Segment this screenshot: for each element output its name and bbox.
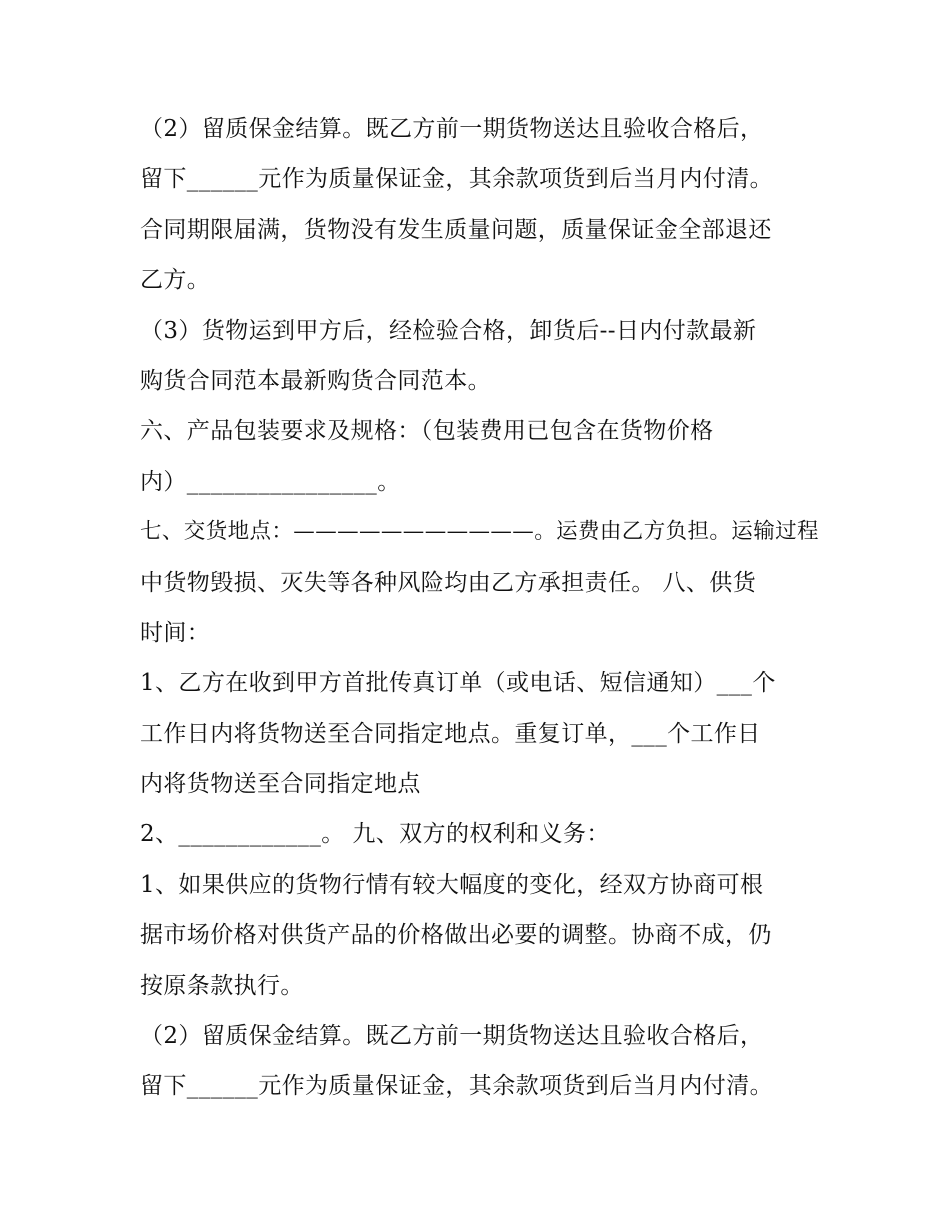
- text-line: 购货合同范本最新购货合同范本。: [140, 367, 491, 394]
- text-line: 中货物毁损、灭失等各种风险均由乙方承担责任。 八、供货: [140, 569, 757, 596]
- text-line: （2）留质保金结算。既乙方前一期货物送达且验收合格后，: [140, 1023, 764, 1050]
- text-line: 内将货物送至合同指定地点: [140, 771, 421, 798]
- text-line: 留下______元作为质量保证金，其余款项货到后当月内付清。: [140, 1073, 773, 1100]
- text-line: 时间：: [140, 619, 211, 646]
- text-line: 留下______元作为质量保证金，其余款项货到后当月内付清。: [140, 166, 773, 193]
- text-line: 1、乙方在收到甲方首批传真订单（或电话、短信通知）___个: [140, 670, 776, 697]
- document-body: [140, 104, 820, 1112]
- text-line: 1、如果供应的货物行情有较大幅度的变化，经双方协商可根: [140, 871, 764, 898]
- text-line: 乙方。: [140, 267, 211, 294]
- text-line: 工作日内将货物送至合同指定地点。重复订单，___个工作日: [140, 720, 761, 747]
- text-line: 据市场价格对供货产品的价格做出必要的调整。协商不成，仍: [140, 922, 772, 949]
- text-line: （2）留质保金结算。既乙方前一期货物送达且验收合格后，: [140, 116, 764, 142]
- text-line: 内）________________。: [140, 468, 401, 495]
- text-line: 合同期限届满，货物没有发生质量问题，质量保证金全部退还: [140, 216, 772, 243]
- text-line: 2、____________。 九、双方的权利和义务：: [140, 821, 610, 848]
- text-line: 七、交货地点：———————————。运费由乙方负担。运输过程: [140, 519, 819, 545]
- text-line: （3）货物运到甲方后，经检验合格，卸货后--日内付款最新: [140, 317, 757, 344]
- text-line: 按原条款执行。: [140, 972, 304, 999]
- text-line: 六、产品包装要求及规格：（包装费用已包含在货物价格: [140, 418, 714, 445]
